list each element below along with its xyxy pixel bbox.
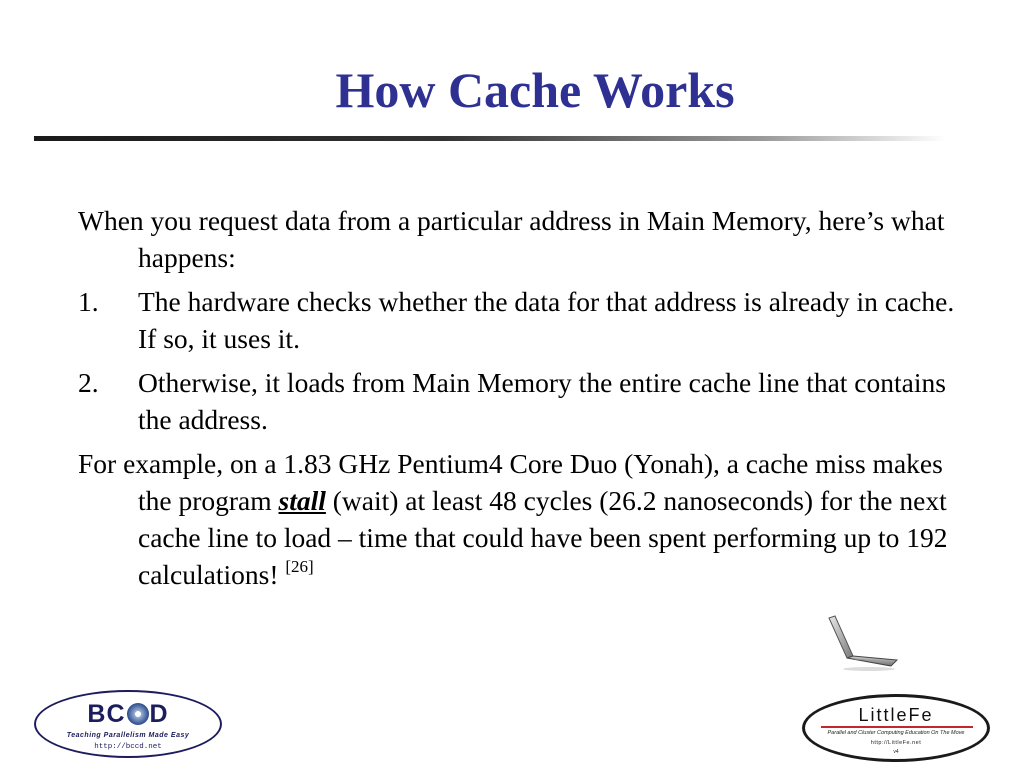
littlefe-logo [802,694,990,762]
disc-icon [127,703,149,725]
bccd-word-start: BC [87,700,126,728]
title-divider [34,136,946,141]
littlefe-tagline: Parallel and Cluster Computing Education On The Move [827,730,965,736]
list-item [78,364,958,438]
bccd-wordmark [36,700,220,728]
intro-paragraph: When you request data from a particular address in Main Memory, here’s what happens: [78,205,945,273]
bccd-logo [34,690,222,758]
example-paragraph [78,445,958,593]
laptop-icon [825,612,901,672]
bccd-url: http://bccd.net [94,743,162,751]
example-text-end: (wait) at least 48 cycles (26.2 nanoseconds) for the next cache line to load – time that could have been spent performing up to 192 calculations! [138,485,948,590]
list-item-text: The hardware checks whether the data for that address is already in cache. If so, it uses it. [138,286,955,354]
list-item-number: 2. [78,367,99,398]
example-text-start: For example, on a 1.83 GHz Pentium4 Core Duo (Yonah), a cache miss makes the program [78,448,943,516]
littlefe-url: http://LittleFe.net [870,740,922,746]
bccd-word-end: D [149,700,169,728]
citation-ref: [26] [285,556,314,576]
slide-body [78,202,958,600]
list-item [78,283,958,357]
bccd-tagline: Teaching Parallelism Made Easy [66,732,190,739]
list-item-number: 1. [78,286,99,317]
list-item-text: Otherwise, it loads from Main Memory the entire cache line that contains the address. [138,367,946,435]
littlefe-version: v4 [893,749,899,755]
emphasis-stall: stall [278,485,326,516]
slide-title: How Cache Works [335,62,735,118]
littlefe-underline [821,726,973,728]
littlefe-wordmark: LittleFe [858,705,934,725]
